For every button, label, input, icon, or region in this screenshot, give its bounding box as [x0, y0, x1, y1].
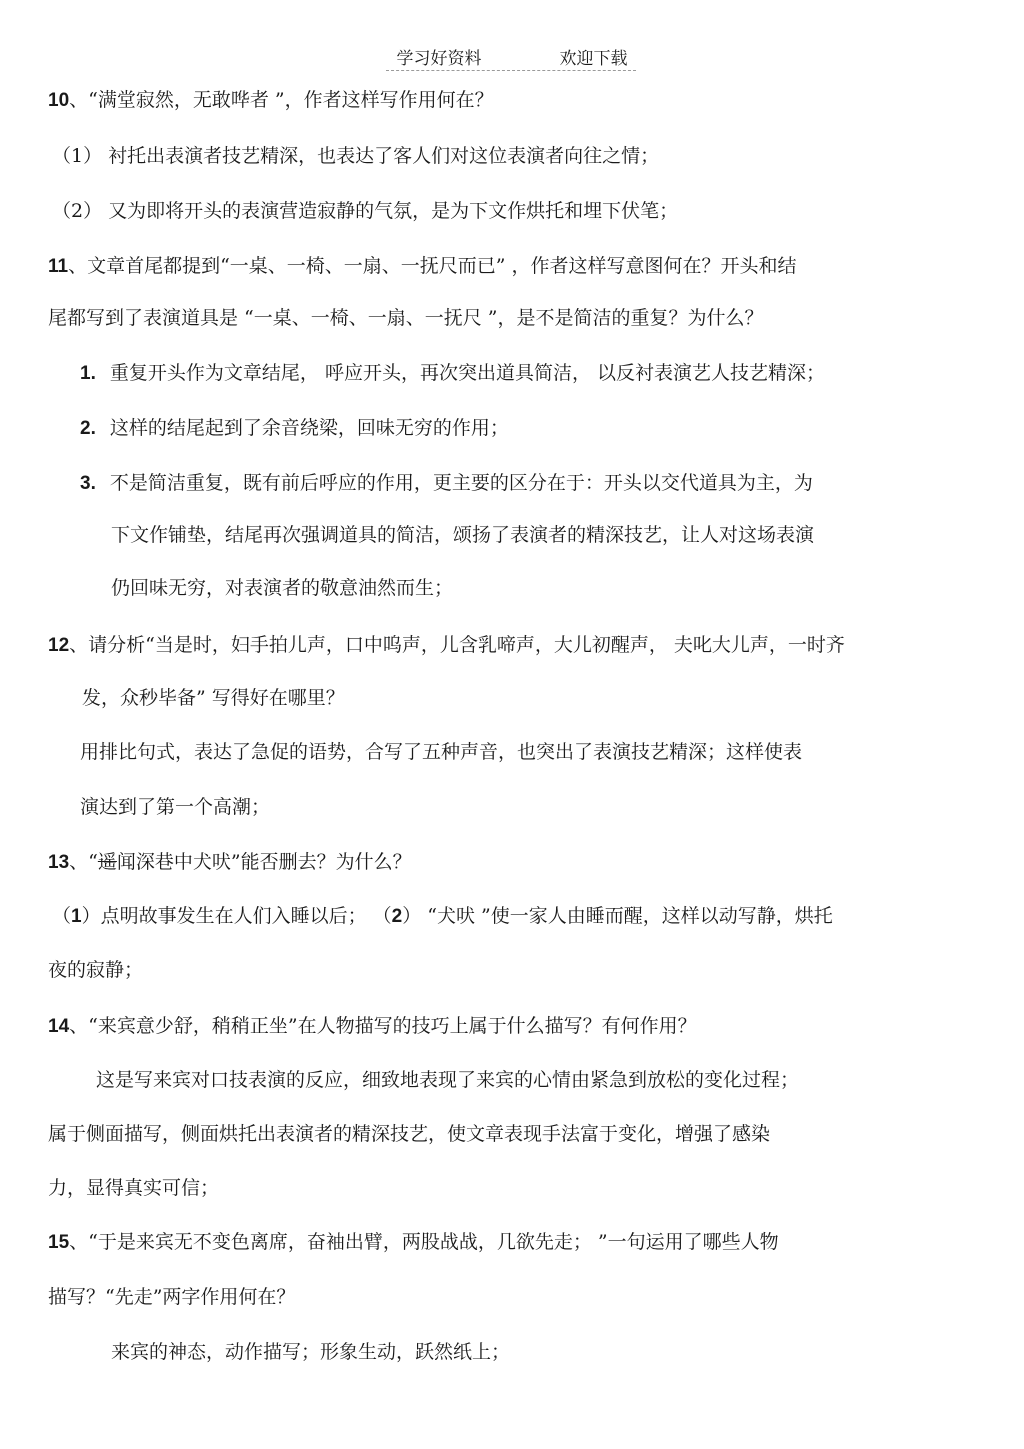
- q11-point-3-text-a: 不是简洁重复，既有前后呼应的作用，更主要的区分在于：开头以交代道具为主，为: [109, 472, 813, 494]
- q11-point-2: [80, 416, 509, 441]
- header-right: 欢迎下载: [559, 49, 628, 69]
- q12-text-1: 、请分析“当是时，妇手拍儿声，口中呜声，儿含乳啼声，大儿初醒声， 夫叱大儿声，一时齐: [69, 634, 845, 656]
- q13-a1-num-1: 1: [71, 906, 82, 927]
- q15-question-line-2: 描写？“先走”两字作用何在？: [48, 1286, 296, 1308]
- q11-point-3-line-2: 下文作铺垫，结尾再次强调道具的简洁，颂扬了表演者的精深技艺，让人对这场表演: [111, 524, 815, 546]
- q12-number: 12: [48, 635, 70, 656]
- q14-answer-3: 力，显得真实可信；: [48, 1177, 220, 1199]
- q14-text: 、“来宾意少舒，稍稍正坐”在人物描写的技巧上属于什么描写？有何作用？: [69, 1015, 697, 1037]
- q13-number: 13: [48, 852, 70, 873]
- q11-point-1-text: 重复开头作为文章结尾， 呼应开头，再次突出道具简洁， 以反衬表演艺人技艺精深；: [109, 362, 825, 384]
- q10-number: 10: [48, 90, 70, 111]
- q11-point-3-line-3: 仍回味无穷，对表演者的敬意油然而生；: [111, 577, 454, 599]
- page-header: [0, 44, 1024, 69]
- q12-answer-1: 用排比句式，表达了急促的语势，合写了五种声音，也突出了表演技艺精深；这样使表: [80, 741, 803, 763]
- q10-answer-2: （2） 又为即将开头的表演营造寂静的气氛，是为下文作烘托和埋下伏笔；: [52, 200, 679, 222]
- q11-point-3-number: 3.: [80, 473, 96, 494]
- q13-text-post: 闻深巷中犬吠”能否删去？为什么？: [116, 851, 412, 873]
- q11-point-2-number: 2.: [80, 418, 96, 439]
- header-left: 学习好资料: [396, 49, 482, 69]
- q13-text-pre: 、“: [69, 851, 98, 873]
- q11-text-1: 、文章首尾都提到“一桌、一椅、一扇、一抚尺而已” ，作者这样写意图何在？开头和结: [68, 255, 797, 277]
- q10-text: 、“满堂寂然，无敢哗者 ”，作者这样写作用何在？: [69, 89, 494, 111]
- q15-question-line-1: [48, 1230, 779, 1255]
- q12-question-line-1: [48, 633, 845, 658]
- q11-point-1-number: 1.: [80, 363, 96, 384]
- q13-a1-end: ） “犬吠 ”使一家人由睡而醒，这样以动写静，烘托: [402, 905, 833, 927]
- header-rule: [386, 70, 636, 71]
- q15-number: 15: [48, 1232, 70, 1253]
- q10-answer-1: （1） 衬托出表演者技艺精深，也表达了客人们对这位表演者向往之情；: [52, 145, 660, 167]
- q10-question: [48, 88, 494, 113]
- q14-question: [48, 1014, 697, 1039]
- q11-point-2-text: 这样的结尾起到了余音绕梁，回味无穷的作用；: [109, 417, 509, 439]
- q13-a1-mid: ）点明故事发生在人们入睡以后； （: [81, 905, 392, 927]
- q12-answer-2: 演达到了第一个高潮；: [80, 796, 271, 818]
- q14-number: 14: [48, 1016, 70, 1037]
- q15-text-1: 、“于是来宾无不变色离席，奋袖出臂，两股战战，几欲先走； ”一句运用了哪些人物: [69, 1231, 779, 1253]
- q12-question-line-2: 发，众秒毕备” 写得好在哪里？: [82, 687, 345, 709]
- q13-answer-2: 夜的寂静；: [48, 959, 144, 981]
- q13-text-struck: 遥: [97, 851, 117, 873]
- q11-point-3: [80, 471, 813, 496]
- q14-answer-1: 这是写来宾对口技表演的反应，细致地表现了来宾的心情由紧急到放松的变化过程；: [96, 1069, 800, 1091]
- q11-point-1: [80, 361, 825, 386]
- q13-a1-open: （: [52, 905, 72, 927]
- q11-number: 11: [48, 256, 69, 277]
- q15-answer-1: 来宾的神态，动作描写；形象生动，跃然纸上；: [111, 1341, 511, 1363]
- q11-question-line-2: 尾都写到了表演道具是 “一桌、一椅、一扇、一抚尺 ”，是不是简洁的重复？为什么？: [48, 307, 764, 329]
- q13-question: [48, 850, 412, 875]
- q14-answer-2: 属于侧面描写，侧面烘托出表演者的精深技艺，使文章表现手法富于变化，增强了感染: [48, 1123, 771, 1145]
- q11-question-line-1: [48, 254, 797, 279]
- q13-a1-num-2: 2: [391, 906, 403, 927]
- q13-answer-1: [52, 904, 833, 929]
